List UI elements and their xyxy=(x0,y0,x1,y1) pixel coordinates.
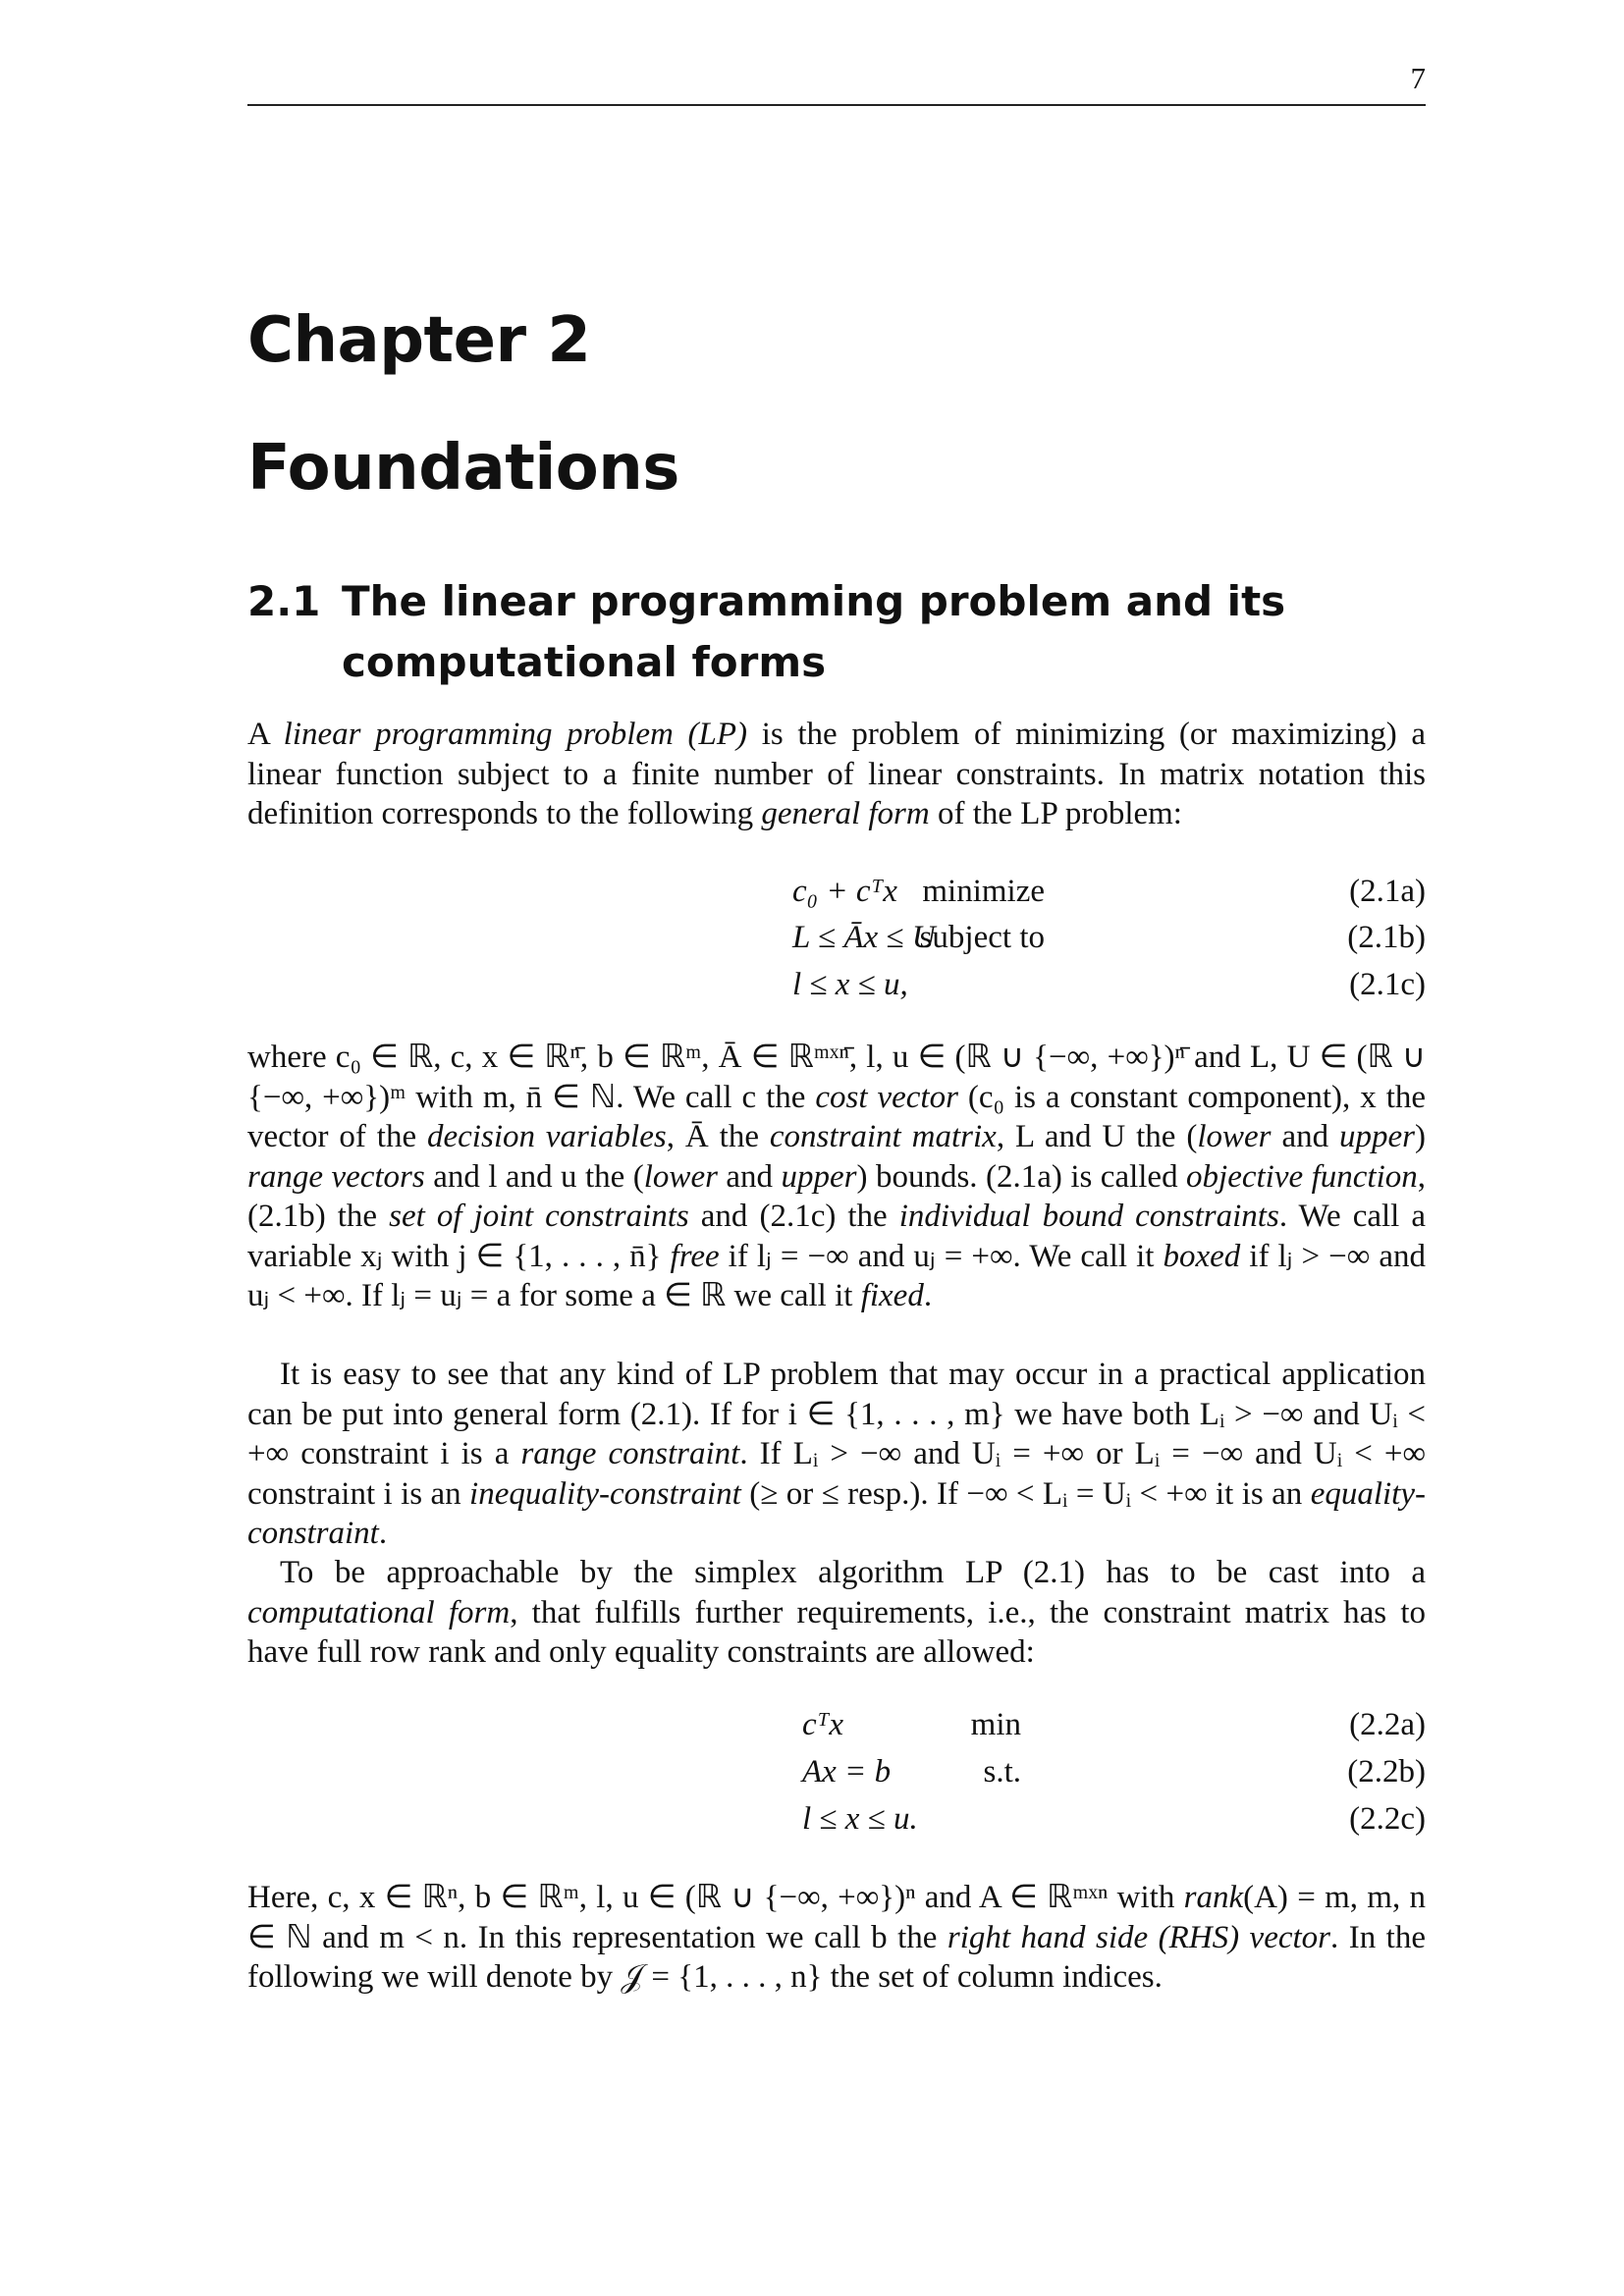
equation-label: (2.1c) xyxy=(1349,967,1426,1002)
equation-label: (2.2c) xyxy=(1349,1801,1426,1837)
equation-label: (2.2b) xyxy=(1347,1754,1426,1789)
equation-2-1c xyxy=(247,962,1426,1007)
equation-2-2a xyxy=(247,1702,1426,1747)
equation-label: (2.1a) xyxy=(1349,874,1426,909)
section-number: 2.1 xyxy=(247,577,321,625)
term-linear-programming-problem: linear programming problem (LP) xyxy=(283,717,748,752)
chapter-label: Chapter 2 xyxy=(247,304,591,377)
section-title: The linear programming problem and its computational forms xyxy=(342,577,1286,686)
term-general-form: general form xyxy=(761,796,930,831)
equation-keyword: s.t. xyxy=(983,1754,1021,1789)
equation-expression: l ≤ x ≤ u, xyxy=(792,967,908,1002)
equation-expression: cᵀx xyxy=(802,1707,844,1742)
paragraph-constraint-types: It is easy to see that any kind of LP problem that may occur in a practical application can be put into general form (2.1). If for i ∈ {1, . . . , m} we have both Lᵢ > −∞ and Uᵢ < +∞ constraint i is a range constraint. If Lᵢ > −∞ and Uᵢ = +∞ or Lᵢ = −∞ and Uᵢ < +∞ constraint i is an inequality-constraint (≥ or ≤ resp.). If −∞ < Lᵢ = Uᵢ < +∞ it is an equality-constraint. xyxy=(247,1357,1427,1551)
equation-keyword: minimize xyxy=(922,874,1045,909)
equation-expression: L ≤ Āx ≤ U xyxy=(792,920,936,955)
equation-keyword: min xyxy=(970,1707,1021,1742)
paragraph-definitions: where c₀ ∈ ℝ, c, x ∈ ℝⁿ̄, b ∈ ℝᵐ, Ā ∈ ℝᵐˣⁿ̄, l, u ∈ (ℝ ∪ {−∞, +∞})ⁿ̄ and L, U ∈ (ℝ ∪ {−∞, +∞})ᵐ with m, n̄ ∈ ℕ. We call c the cost vector (c₀ is a constant component), x the vector of the decision variables, Ā the constraint matrix, L and U the (lower and upper) range vectors and l and u the (lower and upper) bounds. (2.1a) is called objective function, (2.1b) the set of joint constraints and (2.1c) the individual bound constraints. We call a variable xⱼ with j ∈ {1, . . . , n̄} free if lⱼ = −∞ and uⱼ = +∞. We call it boxed if lⱼ > −∞ and uⱼ < +∞. If lⱼ = uⱼ = a for some a ∈ ℝ we call it fixed. xyxy=(247,1040,1427,1313)
equation-expression: Ax = b xyxy=(802,1754,892,1789)
paragraph-notation: Here, c, x ∈ ℝⁿ, b ∈ ℝᵐ, l, u ∈ (ℝ ∪ {−∞, +∞})ⁿ and A ∈ ℝᵐˣⁿ with rank(A) = m, m, n ∈ ℕ and m < n. In this representation we call b the right hand side (RHS) vector. In the following we will denote by 𝒥 = {1, . . . , n} the set of column indices. xyxy=(247,1880,1426,1995)
equation-expression: c₀ + cᵀx xyxy=(792,874,897,909)
equation-label: (2.2a) xyxy=(1349,1707,1426,1742)
equation-label: (2.1b) xyxy=(1347,920,1426,955)
equation-keyword: subject to xyxy=(919,920,1045,955)
equation-expression: l ≤ x ≤ u. xyxy=(802,1801,918,1837)
page-number: 7 xyxy=(1410,61,1426,95)
paragraph-computational-form: To be approachable by the simplex algorithm LP (2.1) has to be cast into a computational form, that fulfills further requirements, i.e., the constraint matrix has to have full row rank and only equality constraints are allowed: xyxy=(247,1555,1427,1670)
equation-2-2c xyxy=(247,1796,1426,1842)
equation-2-1b xyxy=(247,915,1426,960)
equation-2-1a xyxy=(247,869,1426,914)
chapter-title: Foundations xyxy=(247,432,679,505)
header-rule xyxy=(247,104,1426,106)
paragraph-intro: A linear programming problem (LP) is the problem of minimizing (or maximizing) a linear function subject to a finite number of linear constraints. In matrix notation this definition corresponds to the following general form of the LP problem: xyxy=(247,717,1426,831)
equation-2-2b xyxy=(247,1749,1426,1794)
